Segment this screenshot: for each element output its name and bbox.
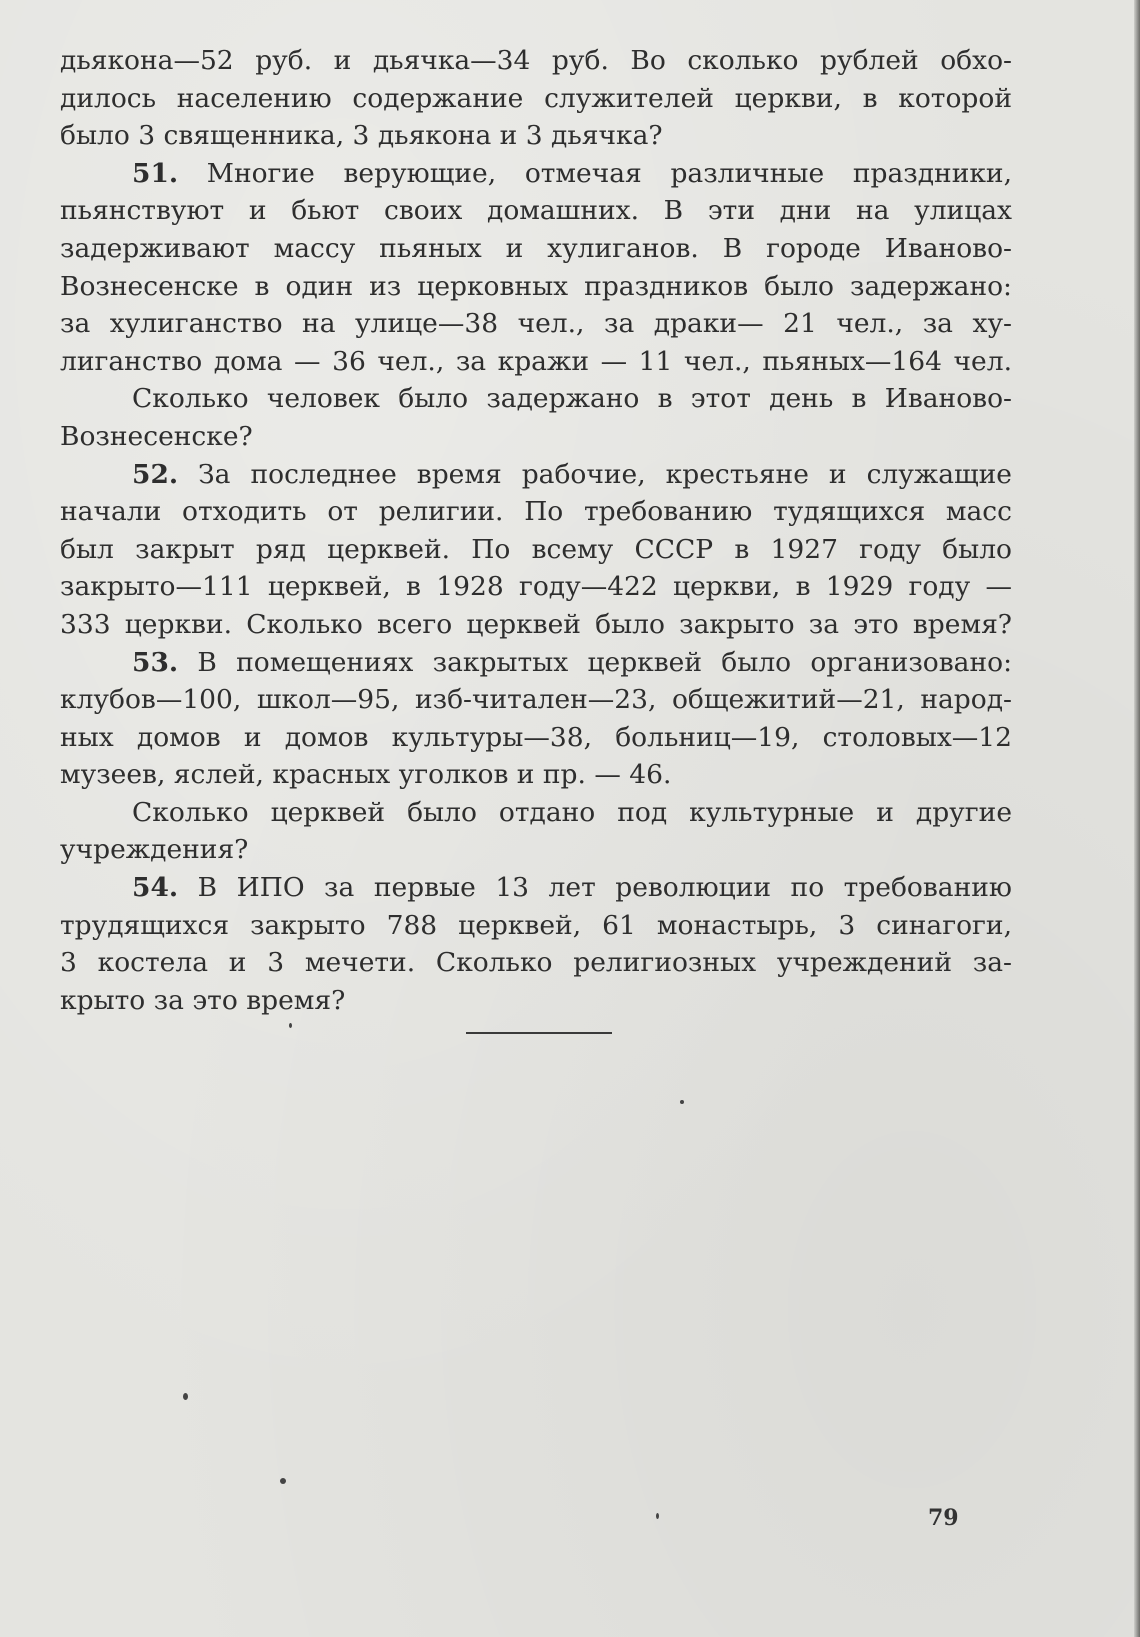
section-divider bbox=[466, 1032, 612, 1034]
print-speck bbox=[280, 1478, 286, 1484]
text-line: Вознесенске в один из церковных праздников было задержано: bbox=[60, 270, 1012, 302]
text-line: задерживают массу пьяных и хулиганов. В городе Иваново- bbox=[60, 232, 1012, 264]
text-line: было 3 священника, 3 дьякона и 3 дьячка? bbox=[60, 120, 663, 152]
problem-number: 54. bbox=[132, 872, 179, 904]
problem-number: 53. bbox=[132, 646, 179, 678]
text-line: за хулиганство на улице—38 чел., за драки— 21 чел., за ху- bbox=[60, 308, 1012, 340]
text-line: Сколько церквей было отдано под культурные и другие bbox=[132, 796, 1012, 828]
problem-52-first-line: 52. За последнее время рабочие, крестьяне и служащие bbox=[132, 458, 1012, 490]
text-line: ных домов и домов культуры—38, больниц—19, столовых—12 bbox=[60, 721, 1012, 753]
print-speck bbox=[656, 1513, 659, 1519]
text-line: лиганство дома — 36 чел., за кражи — 11 чел., пьяных—164 чел. bbox=[60, 345, 1012, 377]
body-text bbox=[60, 42, 1012, 1019]
text-line: дьякона—52 руб. и дьячка—34 руб. Во сколько рублей обхо- bbox=[60, 45, 1012, 76]
text-line: музеев, яслей, красных уголков и пр. — 46. bbox=[60, 759, 672, 791]
print-speck bbox=[289, 1023, 292, 1028]
text-line: клубов—100, школ—95, изб-читален—23, общежитий—21, народ- bbox=[60, 684, 1012, 716]
text-line: 333 церкви. Сколько всего церквей было закрыто за это время? bbox=[60, 608, 1012, 640]
text-line: трудящихся закрыто 788 церквей, 61 монастырь, 3 синагоги, bbox=[60, 909, 1012, 941]
print-speck bbox=[183, 1393, 188, 1400]
problem-number: 51. bbox=[132, 157, 179, 189]
page-edge bbox=[1134, 0, 1140, 1637]
problem-number: 52. bbox=[132, 458, 179, 490]
print-speck bbox=[680, 1100, 684, 1104]
text-line: был закрыт ряд церквей. По всему СССР в 1927 году было bbox=[60, 533, 1012, 565]
text-line: закрыто—111 церквей, в 1928 году—422 церкви, в 1929 году — bbox=[60, 571, 1012, 603]
text-line: дилось населению содержание служителей церкви, в которой bbox=[60, 82, 1012, 114]
problem-54-first-line: 54. В ИПО за первые 13 лет революции по требованию bbox=[132, 872, 1012, 904]
page-number: 79 bbox=[928, 1505, 959, 1531]
text-line: пьянствуют и бьют своих домашних. В эти дни на улицах bbox=[60, 195, 1012, 227]
problem-51-first-line: 51. Многие верующие, отмечая различные праздники, bbox=[132, 157, 1012, 189]
text-line: учреждения? bbox=[60, 834, 249, 866]
text-line: 3 костела и 3 мечети. Сколько религиозных учреждений за- bbox=[60, 947, 1012, 979]
text-line: Сколько человек было задержано в этот день в Иваново- bbox=[132, 383, 1012, 415]
text-line: начали отходить от религии. По требованию тудящихся масс bbox=[60, 496, 1012, 528]
text-line: Вознесенске? bbox=[60, 420, 253, 452]
text-line: крыто за это время? bbox=[60, 984, 346, 1016]
problem-53-first-line: 53. В помещениях закрытых церквей было организовано: bbox=[132, 646, 1012, 678]
